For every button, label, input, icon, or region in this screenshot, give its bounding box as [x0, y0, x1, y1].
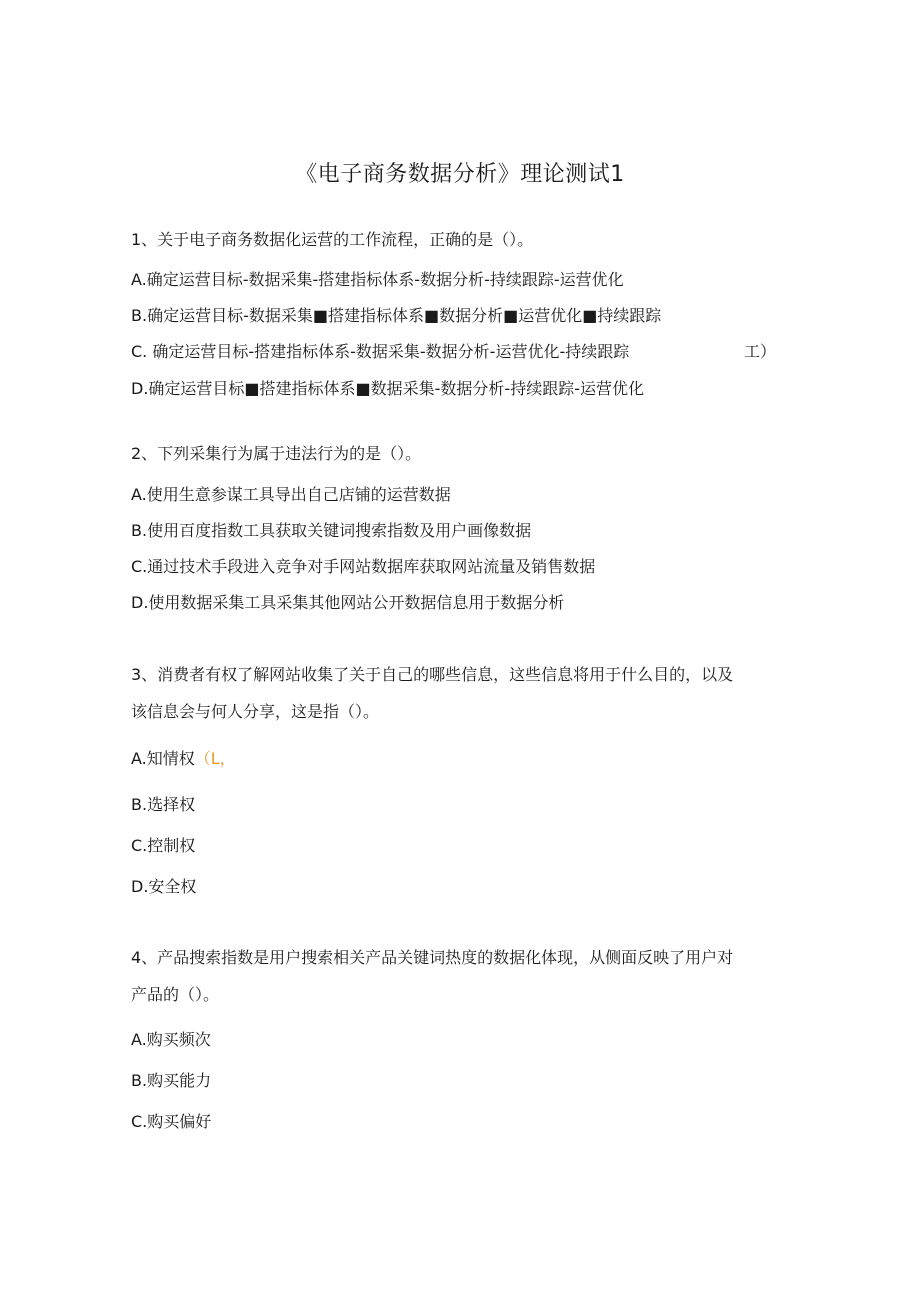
question-3-option-b: B.选择权 [131, 795, 196, 814]
question-4-text-line2: 产品的（）。 [131, 985, 220, 1004]
question-3-text-line2: 该信息会与何人分享，这是指（）。 [131, 702, 380, 721]
question-4-option-c: C.购买偏好 [131, 1112, 212, 1131]
question-2-option-b: B.使用百度指数工具获取关键词搜索指数及用户画像数据 [131, 521, 532, 540]
question-1-option-b: B.确定运营目标-数据采集■搭建指标体系■数据分析■运营优化■持续跟踪 [131, 306, 662, 325]
question-3-option-a-mark: （L， [194, 749, 236, 768]
question-1-option-c-note: 工） [744, 342, 777, 361]
question-3-option-a-label: A.知情权 [131, 749, 195, 768]
question-1-option-c: C. 确定运营目标-搭建指标体系-数据采集-数据分析-运营优化-持续跟踪 [131, 342, 630, 361]
question-3-text-line1: 3、消费者有权了解网站收集了关于自己的哪些信息，这些信息将用于什么目的，以及 [131, 665, 734, 684]
question-4-option-a: A.购买频次 [131, 1030, 211, 1049]
question-1-text: 1、关于电子商务数据化运营的工作流程，正确的是（）。 [131, 230, 534, 249]
page-title: 《电子商务数据分析》理论测试1 [295, 162, 625, 187]
question-3-option-a [131, 748, 236, 770]
question-4-text-line1: 4、产品搜索指数是用户搜索相关产品关键词热度的数据化体现，从侧面反映了用户对 [131, 948, 734, 967]
question-2-option-d: D.使用数据采集工具采集其他网站公开数据信息用于数据分析 [131, 593, 565, 612]
question-2-option-a: A.使用生意参谋工具导出自己店铺的运营数据 [131, 485, 451, 504]
question-4-option-b: B.购买能力 [131, 1071, 212, 1090]
question-2-text: 2、下列采集行为属于违法行为的是（）。 [131, 444, 422, 463]
question-1-option-a: A.确定运营目标-数据采集-搭建指标体系-数据分析-持续跟踪-运营优化 [131, 270, 624, 289]
question-3-option-c: C.控制权 [131, 836, 196, 855]
question-1-option-d: D.确定运营目标■搭建指标体系■数据采集-数据分析-持续跟踪-运营优化 [131, 379, 644, 398]
question-3-option-d: D.安全权 [131, 877, 197, 896]
question-2-option-c: C.通过技术手段进入竞争对手网站数据库获取网站流量及销售数据 [131, 557, 596, 576]
